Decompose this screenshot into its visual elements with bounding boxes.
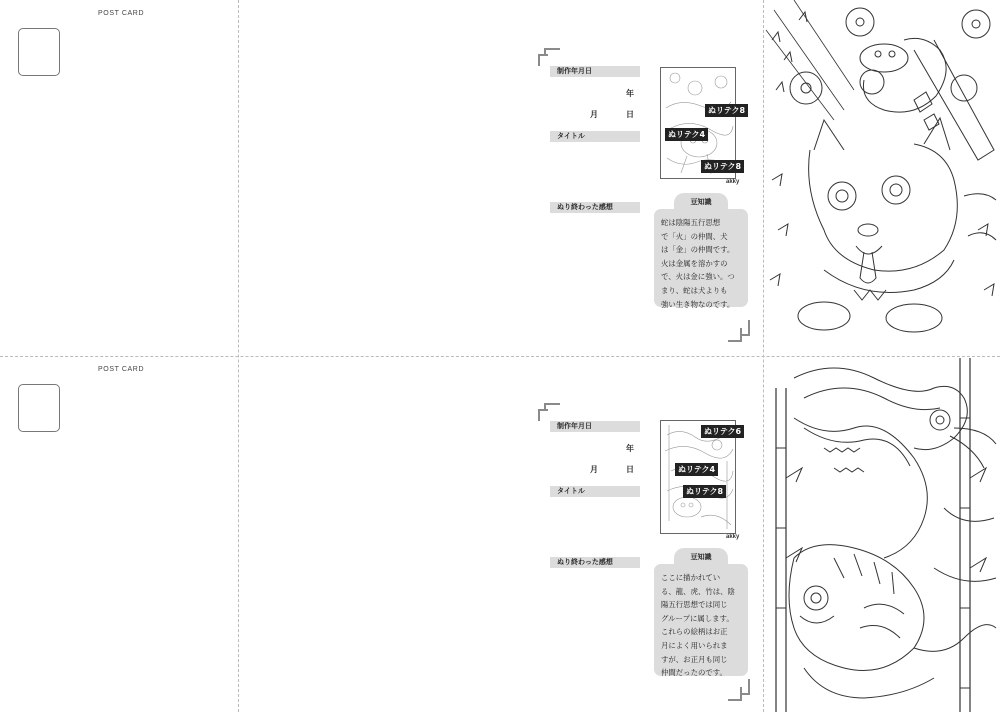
nuritech-badge: ぬリテク4 <box>675 463 718 476</box>
trivia-line: 仲間だったのです。 <box>661 668 727 678</box>
postcard-label: POST CARD <box>98 366 145 373</box>
nuritech-badge: ぬリテク8 <box>701 160 744 173</box>
trivia-line: 強い生き物なのです。 <box>661 299 735 309</box>
trivia-line: グループに属します。 <box>661 613 734 623</box>
nuritech-badge: ぬリテク8 <box>705 104 748 117</box>
day-unit: 日 <box>626 465 634 474</box>
artist-credit: akky <box>726 179 740 185</box>
postcard-label: POST CARD <box>98 10 145 17</box>
nuritech-badge: ぬリテク4 <box>665 128 708 141</box>
year-unit: 年 <box>626 89 634 98</box>
trivia-heading: 豆知識 <box>674 193 728 211</box>
trivia-box <box>654 564 748 676</box>
month-unit: 月 <box>590 465 598 474</box>
coloring-illustration-dragon-tiger <box>764 358 1000 712</box>
trivia-line: 蛇は陰陽五行思想 <box>661 218 721 227</box>
trivia-line: で「火」の仲間、犬 <box>661 231 728 241</box>
nuritech-badge: ぬリテク8 <box>683 485 726 498</box>
date-label-bar: 制作年月日 <box>550 421 640 432</box>
trivia-line: まり、蛇は犬よりも <box>661 285 728 295</box>
trivia-line: る、龍、虎、竹は、陰 <box>661 586 735 596</box>
date-label-bar: 制作年月日 <box>550 66 640 77</box>
trivia-box <box>654 209 748 307</box>
trivia-line: 月によく用いられま <box>661 640 728 650</box>
nuritech-badge: ぬリテク6 <box>701 425 744 438</box>
title-label-bar: タイトル <box>550 131 640 142</box>
thumbnail-preview <box>660 420 742 534</box>
coloring-illustration-dog <box>764 0 1000 350</box>
artist-credit: akky <box>726 534 740 540</box>
trivia-line: これらの絵柄はお正 <box>661 627 728 637</box>
trivia-line: 陽五行思想では同じ <box>661 600 728 610</box>
thumbnail-preview <box>660 67 746 179</box>
month-unit: 月 <box>590 110 598 119</box>
trivia-line: すが、お正月も同じ <box>661 654 728 664</box>
stamp-box <box>18 384 60 432</box>
info-panel-bottom <box>538 403 758 703</box>
cut-line-middle <box>0 356 1000 357</box>
trivia-line: で、火は金に強い。つ <box>661 272 735 282</box>
year-unit: 年 <box>626 444 634 453</box>
impression-label-bar: ぬり終わった感想 <box>550 202 640 213</box>
trivia-line: は「金」の仲間です。 <box>661 245 735 255</box>
title-label-bar: タイトル <box>550 486 640 497</box>
trivia-heading: 豆知識 <box>674 548 728 566</box>
impression-label-bar: ぬり終わった感想 <box>550 557 640 568</box>
info-panel-top <box>538 48 758 348</box>
day-unit: 日 <box>626 110 634 119</box>
trivia-line: 火は金属を溶かすの <box>661 258 728 268</box>
stamp-box <box>18 28 60 76</box>
trivia-line: ここに描かれてい <box>661 573 721 582</box>
